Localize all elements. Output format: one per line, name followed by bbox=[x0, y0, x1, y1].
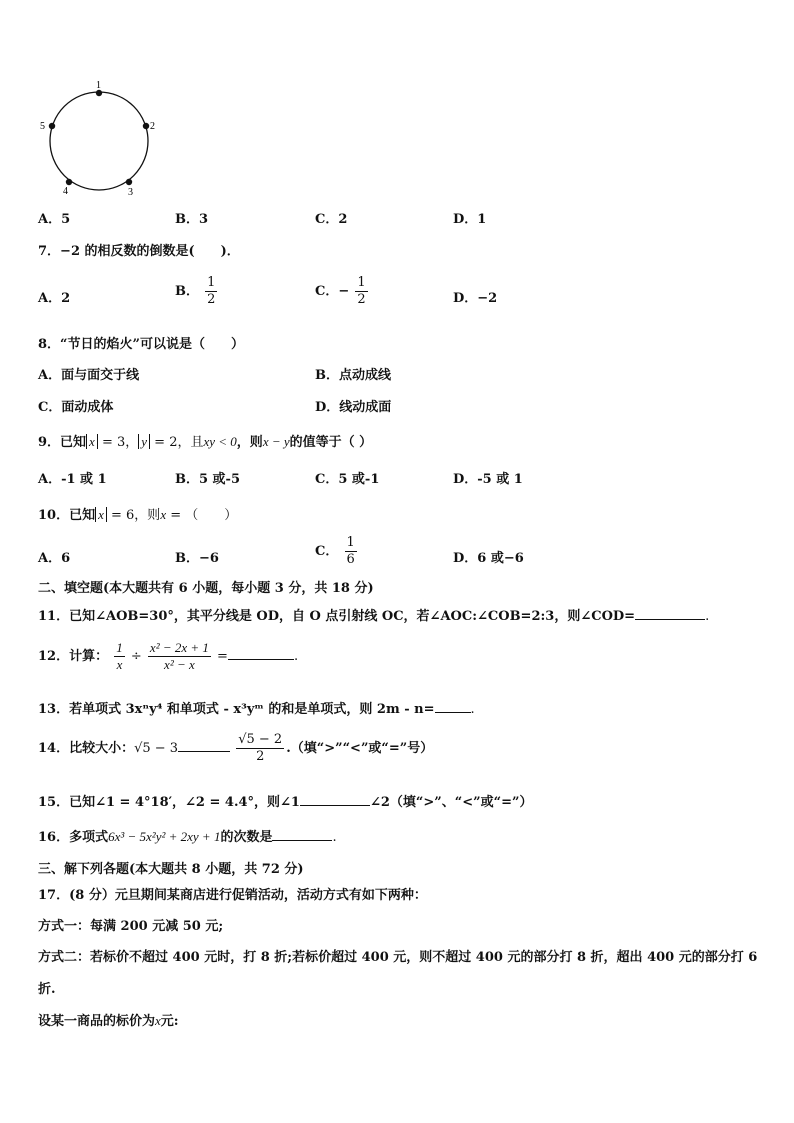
label-1: 1 bbox=[96, 80, 101, 91]
q12-fraction-1 bbox=[114, 640, 125, 673]
q17-way-2-line-2: 折. bbox=[38, 982, 56, 997]
q9-mid2: = 2，且 bbox=[150, 435, 204, 450]
circle-outline bbox=[50, 92, 148, 190]
q8-stem: 8．“节日的焰火”可以说是（ ） bbox=[38, 337, 245, 352]
section-2-heading: 二、填空题(本大题共有 6 小题，每小题 3 分，共 18 分) bbox=[38, 581, 374, 596]
q9-mid1: = 3， bbox=[97, 435, 139, 450]
q6-option-d: D．1 bbox=[453, 212, 487, 227]
label-4: 4 bbox=[63, 186, 68, 197]
q17-last-var: x bbox=[155, 1013, 161, 1028]
q9-expression: x − y bbox=[262, 434, 290, 449]
q9-abs-y: y bbox=[138, 434, 150, 449]
q11-answer-blank[interactable] bbox=[635, 607, 705, 620]
q17-last-line bbox=[38, 1010, 179, 1029]
point-3 bbox=[126, 179, 132, 185]
q14-answer-blank[interactable] bbox=[178, 739, 230, 752]
q14-left-expression: √5 − 3 bbox=[134, 741, 179, 756]
q7-option-c-fraction bbox=[355, 275, 367, 308]
q10-abs-x: x bbox=[95, 507, 107, 522]
q12-prefix: 12．计算： bbox=[38, 649, 109, 664]
q7-stem: 7．−2 的相反数的倒数是( )． bbox=[38, 244, 240, 259]
circle-figure bbox=[36, 78, 166, 198]
q9-mid3: ，则 bbox=[236, 435, 263, 450]
q11-text: 11．已知∠AOB=30°，其平分线是 OD，自 O 点引射线 OC，若∠AOC:∠COB=2:3，则∠COD= bbox=[38, 609, 636, 624]
q8-option-a: A．面与面交于线 bbox=[38, 368, 140, 383]
q12-f1-denominator: x bbox=[116, 657, 123, 672]
q14-f-numerator: √5 − 2 bbox=[238, 732, 283, 747]
q10-option-c-fraction bbox=[345, 535, 357, 568]
point-2 bbox=[143, 123, 149, 129]
q8-option-d: D．线动成面 bbox=[315, 400, 392, 415]
q12-fraction-2 bbox=[148, 640, 211, 673]
q10-suffix: = （ ） bbox=[166, 508, 238, 523]
q16-end: . bbox=[332, 830, 337, 845]
q13-text: 13．若单项式 3xⁿy⁴ 和单项式 - x³yᵐ 的和是单项式，则 2m - n= bbox=[38, 702, 435, 717]
q9-option-b: B．5 或-5 bbox=[175, 472, 241, 487]
q6-option-a: A．5 bbox=[38, 212, 71, 227]
q12-answer-blank[interactable] bbox=[228, 647, 294, 660]
label-5: 5 bbox=[40, 121, 45, 132]
q10-prefix: 10．已知 bbox=[38, 508, 96, 523]
label-3: 3 bbox=[128, 187, 133, 198]
q9-prefix: 9．已知 bbox=[38, 435, 87, 450]
q12-divide-sign: ÷ bbox=[130, 649, 142, 664]
q9-condition: xy < 0 bbox=[203, 434, 237, 449]
q15-suffix: ∠2（填“>”、“<”或“=”） bbox=[369, 795, 533, 810]
q7-c-numerator: 1 bbox=[357, 275, 366, 290]
q7-option-a: A．2 bbox=[38, 291, 71, 306]
q9-option-c: C．5 或-1 bbox=[315, 472, 380, 487]
q7-option-b-label: B． bbox=[175, 284, 199, 299]
q7-option-d: D．−2 bbox=[453, 291, 498, 306]
q9-option-a: A．-1 或 1 bbox=[38, 472, 107, 487]
q17-last-suffix: 元: bbox=[160, 1014, 179, 1029]
q10-c-numerator: 1 bbox=[346, 535, 355, 550]
q14-prefix: 14．比较大小： bbox=[38, 741, 135, 756]
q10-var: x bbox=[160, 507, 167, 522]
q15-answer-blank[interactable] bbox=[300, 793, 370, 806]
point-5 bbox=[49, 123, 55, 129]
q17-way-2-line-1: 方式二：若标价不超过 400 元时，打 8 折;若标价超过 400 元，则不超过 400 元的部分打 8 折，超出 400 元的部分打 6 bbox=[38, 950, 758, 965]
q9-suffix: 的值等于（ ） bbox=[289, 435, 373, 450]
point-4 bbox=[66, 179, 72, 185]
q17-last-prefix: 设某一商品的标价为 bbox=[38, 1014, 156, 1029]
q7-option-c bbox=[315, 275, 370, 308]
q10-option-b: B．−6 bbox=[175, 551, 219, 566]
q16-suffix: 的次数是 bbox=[220, 830, 273, 845]
q12 bbox=[38, 640, 298, 673]
q16-prefix: 16．多项式 bbox=[38, 830, 109, 845]
q9-option-d: D．-5 或 1 bbox=[453, 472, 523, 487]
q12-f2-denominator: x² − x bbox=[164, 657, 195, 672]
q7-option-b-fraction bbox=[205, 275, 217, 308]
q11 bbox=[38, 605, 709, 624]
q7-b-denominator: 2 bbox=[207, 292, 216, 307]
q8-option-b: B．点动成线 bbox=[315, 368, 391, 383]
label-2: 2 bbox=[150, 121, 155, 132]
q10-option-d: D．6 或−6 bbox=[453, 551, 524, 566]
q12-f2-numerator: x² − 2x + 1 bbox=[149, 640, 209, 655]
q7-option-b bbox=[175, 275, 219, 308]
q15 bbox=[38, 791, 532, 810]
q10-stem bbox=[38, 504, 237, 523]
q16 bbox=[38, 826, 337, 845]
q9-stem bbox=[38, 431, 372, 450]
q10-c-denominator: 6 bbox=[346, 552, 355, 567]
q6-option-c: C．2 bbox=[315, 212, 348, 227]
q12-end: . bbox=[293, 649, 299, 664]
q14 bbox=[38, 732, 433, 765]
q12-f1-numerator: 1 bbox=[116, 640, 123, 655]
q7-b-numerator: 1 bbox=[207, 275, 216, 290]
q10-option-a: A．6 bbox=[38, 551, 71, 566]
q17-way-1: 方式一：每满 200 元减 50 元; bbox=[38, 919, 224, 934]
q10-option-c-label: C． bbox=[315, 544, 339, 559]
q12-equals: = bbox=[217, 649, 228, 664]
q14-suffix: .（填“>”“<”或“=”号） bbox=[286, 741, 434, 756]
q8-option-c: C．面动成体 bbox=[38, 400, 114, 415]
q9-abs-x: x bbox=[86, 434, 98, 449]
q7-option-c-label: C．− bbox=[315, 284, 350, 299]
q6-option-b: B．3 bbox=[175, 212, 209, 227]
q13 bbox=[38, 698, 475, 717]
q10-option-c bbox=[315, 535, 359, 568]
q13-answer-blank[interactable] bbox=[435, 700, 471, 713]
q14-fraction bbox=[236, 732, 284, 765]
section-3-heading: 三、解下列各题(本大题共 8 小题，共 72 分) bbox=[38, 862, 304, 877]
q15-prefix: 15．已知∠1 = 4°18′，∠2 = 4.4°，则∠1 bbox=[38, 795, 300, 810]
q17-stem: 17．(8 分）元旦期间某商店进行促销活动，活动方式有如下两种： bbox=[38, 888, 427, 903]
q16-answer-blank[interactable] bbox=[272, 828, 332, 841]
q11-end: . bbox=[705, 609, 710, 624]
q16-polynomial: 6x³ − 5x²y² + 2xy + 1 bbox=[108, 829, 221, 844]
q10-mid: = 6，则 bbox=[106, 508, 161, 523]
q13-end: . bbox=[470, 702, 475, 717]
q14-f-denominator: 2 bbox=[256, 749, 265, 764]
q7-c-denominator: 2 bbox=[357, 292, 366, 307]
